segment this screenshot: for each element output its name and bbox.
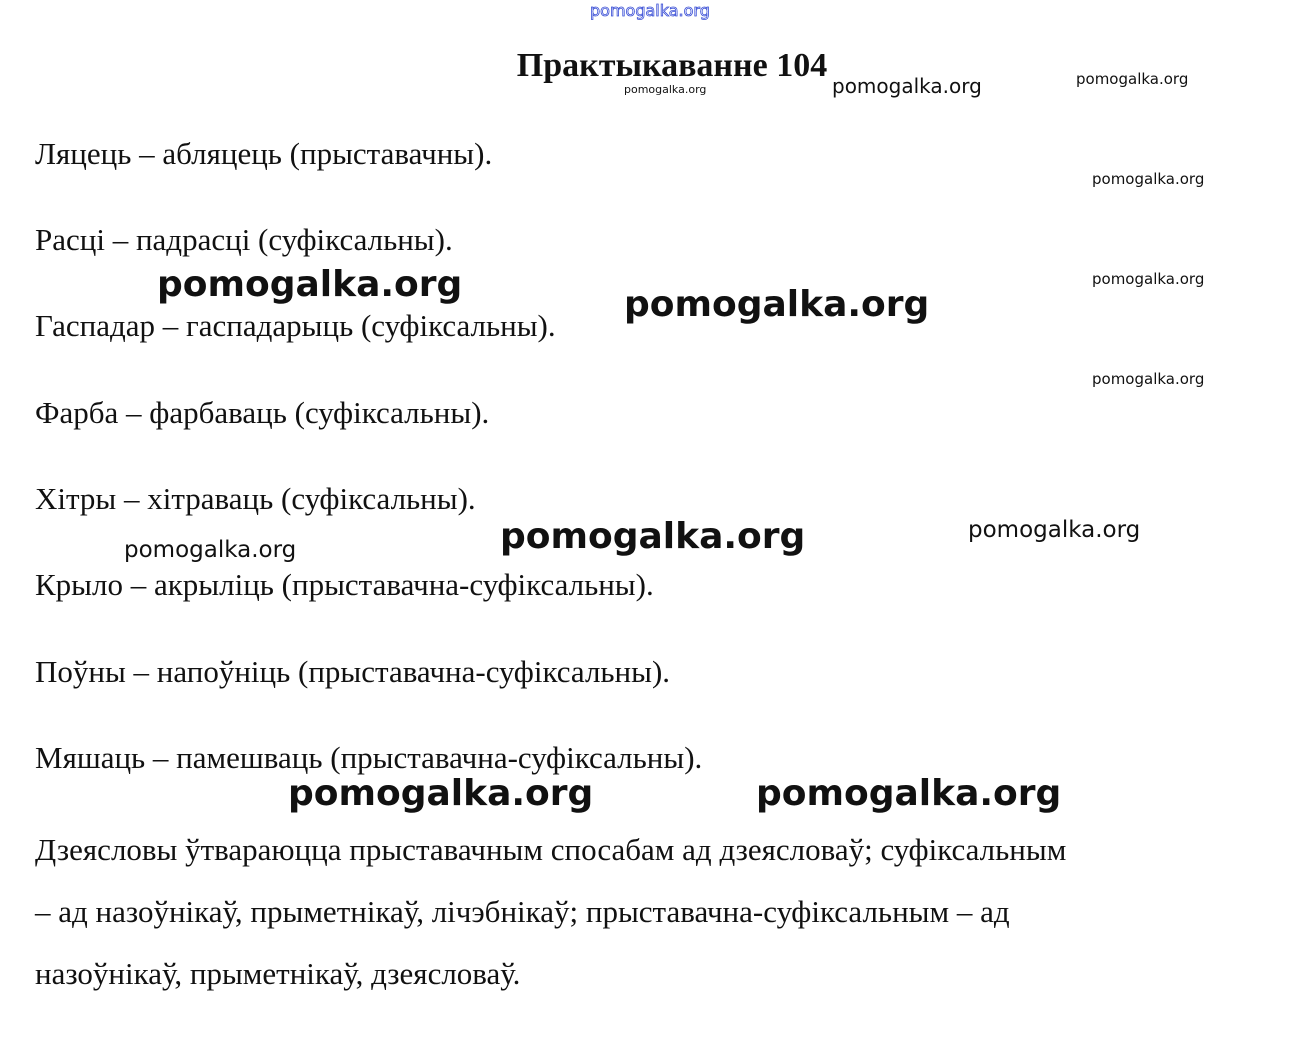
- page-title: Практыкаванне 104: [516, 47, 828, 84]
- word-pair-line: Мяшаць – памешваць (прыставачна-суфіксальны).: [35, 740, 703, 775]
- watermark: pomogalka.org: [832, 74, 982, 98]
- watermark: pomogalka.org: [756, 773, 1062, 814]
- word-pair-line: Расці – падрасці (суфіксальны).: [35, 222, 453, 257]
- watermark: pomogalka.org: [500, 516, 806, 557]
- watermark: pomogalka.org: [1092, 270, 1205, 288]
- watermark: pomogalka.org: [624, 83, 707, 96]
- watermark: pomogalka.org: [968, 517, 1141, 543]
- conclusion-line: назоўнікаў, прыметнікаў, дзеясловаў.: [35, 956, 521, 991]
- watermark: pomogalka.org: [288, 773, 594, 814]
- word-pair-line: Ляцець – абляцець (прыставачны).: [35, 136, 493, 171]
- word-pair-line: Поўны – напоўніць (прыставачна-суфіксальны).: [35, 654, 671, 689]
- watermark-top: pomogalka.org: [590, 1, 710, 20]
- conclusion-line: – ад назоўнікаў, прыметнікаў, лічэбнікаў; прыставачна-суфіксальным – ад: [35, 894, 1010, 929]
- watermark: pomogalka.org: [1092, 370, 1205, 388]
- conclusion-line: Дзеясловы ўтвараюцца прыставачным спосабам ад дзеясловаў; суфіксальным: [35, 832, 1067, 867]
- watermark: pomogalka.org: [124, 537, 297, 563]
- word-pair-line: Гаспадар – гаспадарыць (суфіксальны).: [35, 308, 556, 343]
- watermark: pomogalka.org: [157, 264, 463, 305]
- word-pair-line: Крыло – акрыліць (прыставачна-суфіксальны).: [35, 567, 654, 602]
- word-pair-line: Хітры – хітраваць (суфіксальны).: [35, 481, 476, 516]
- watermark: pomogalka.org: [1092, 170, 1205, 188]
- watermark: pomogalka.org: [1076, 70, 1189, 88]
- word-pair-line: Фарба – фарбаваць (суфіксальны).: [35, 395, 490, 430]
- watermark: pomogalka.org: [624, 284, 930, 325]
